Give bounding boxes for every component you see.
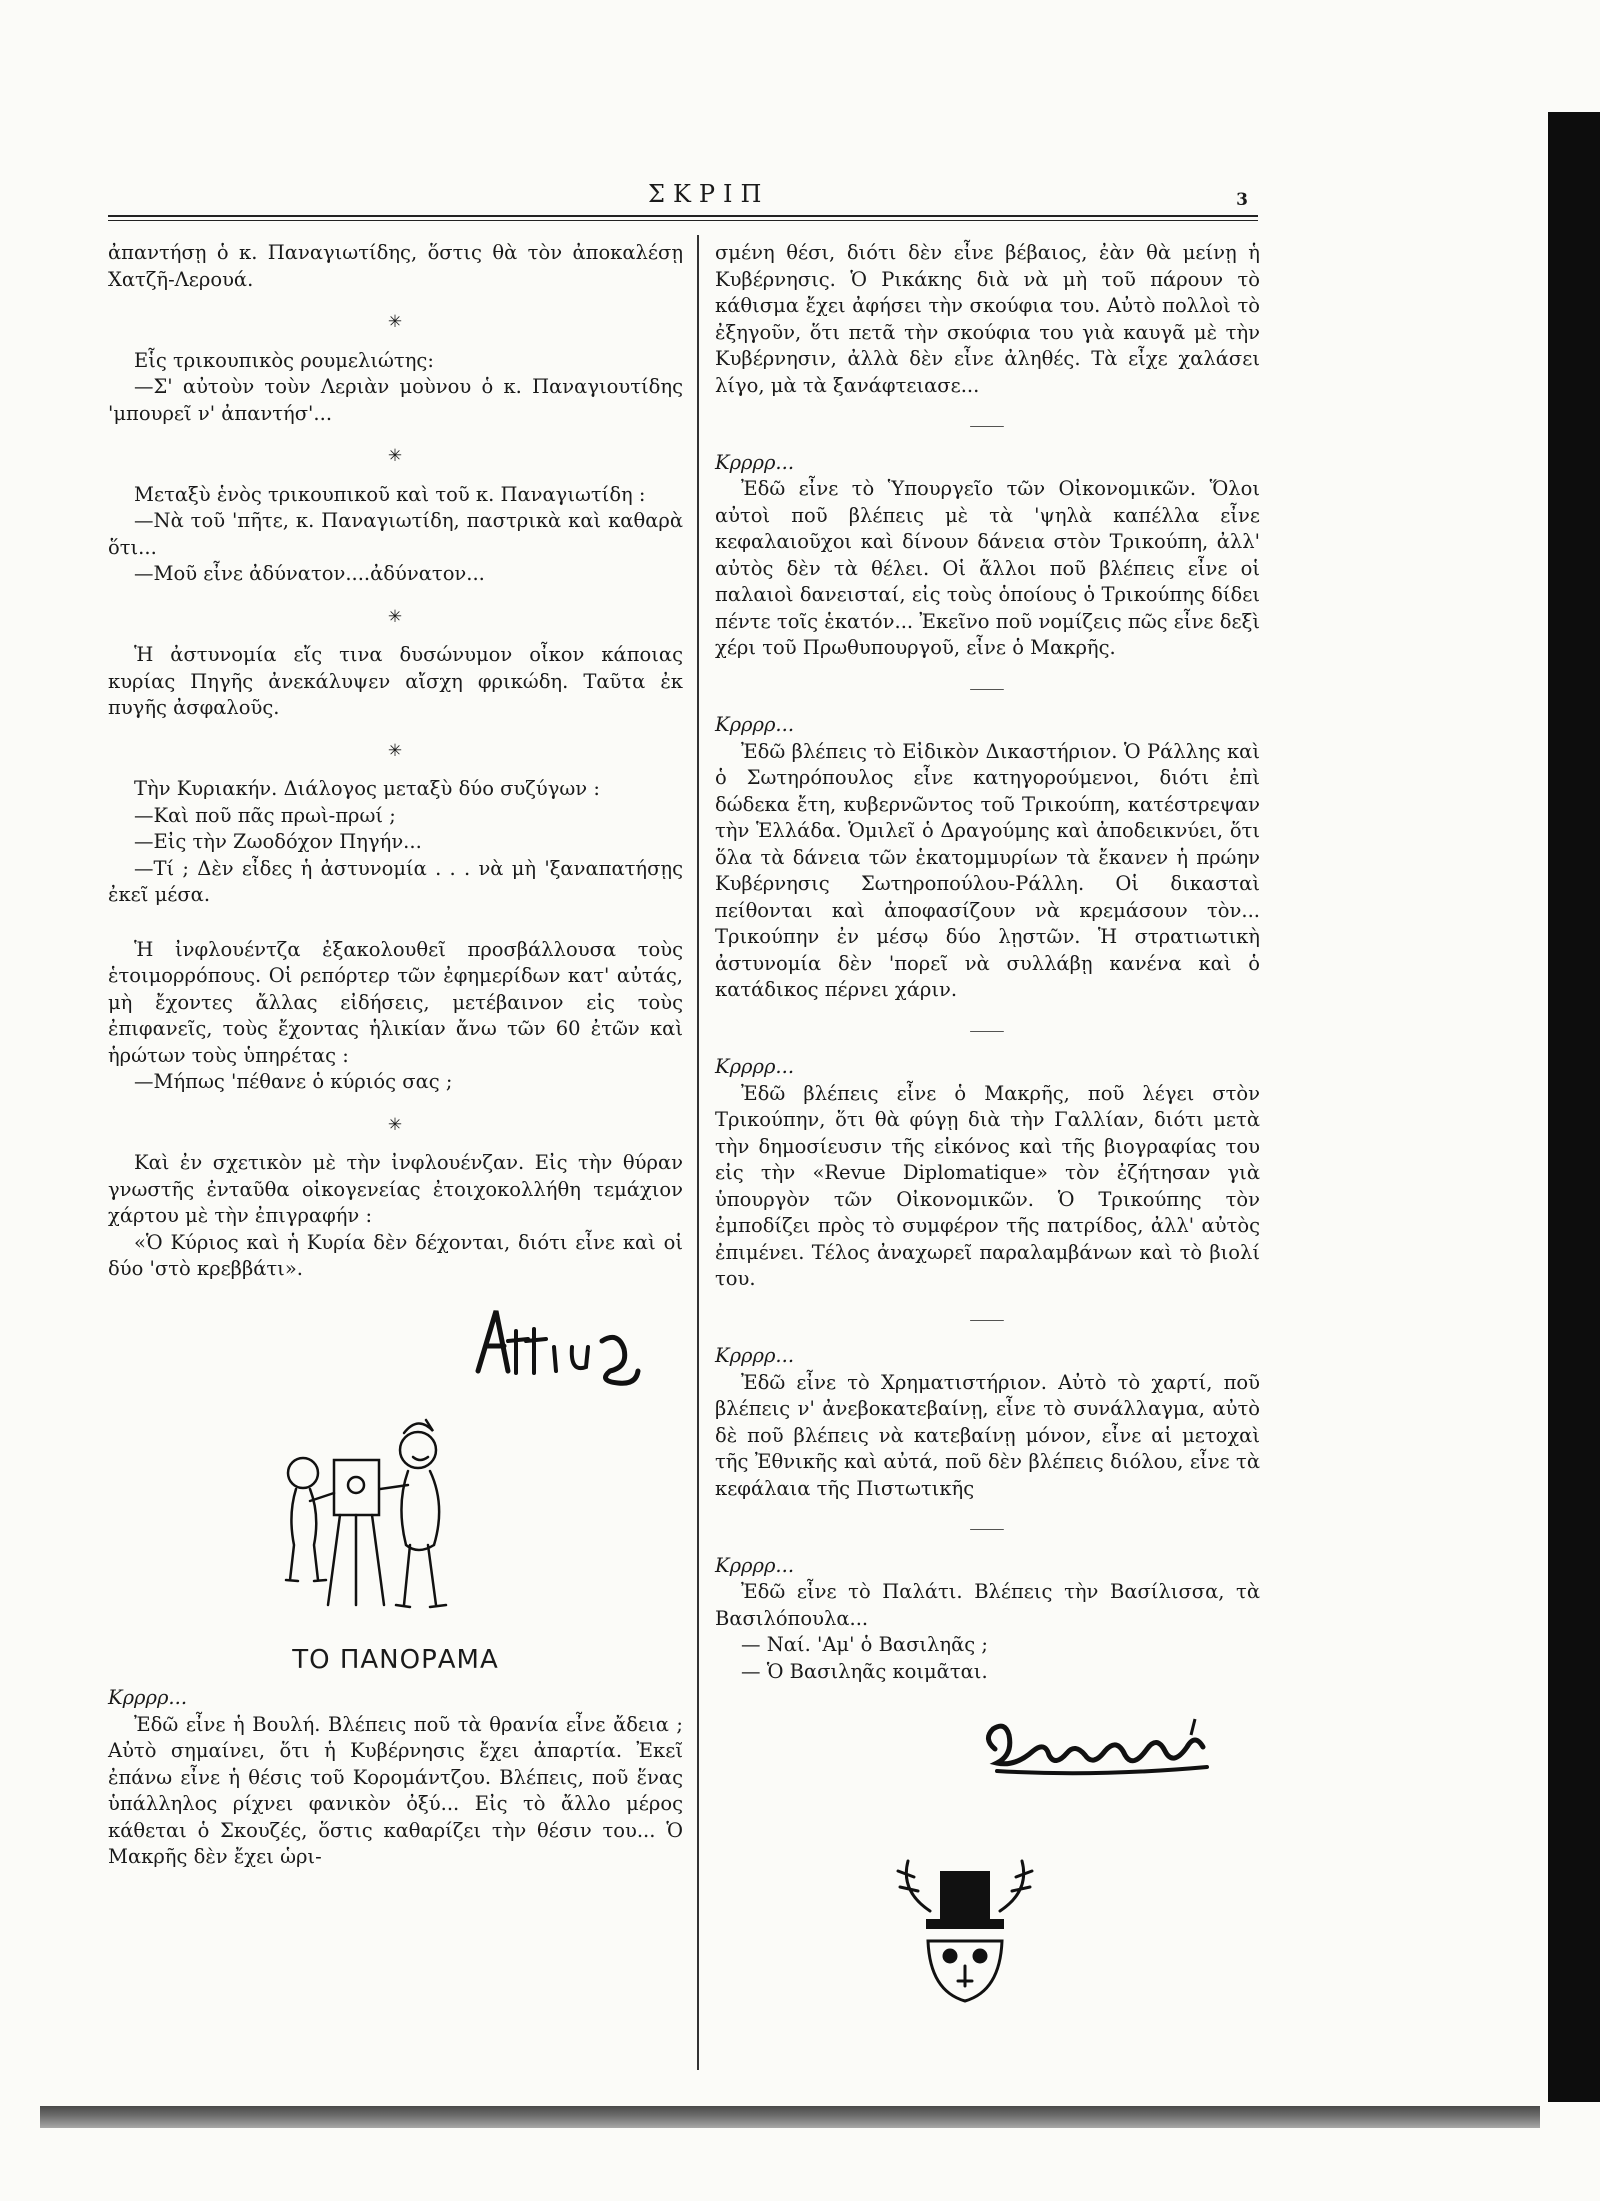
paragraph: Ἐδῶ εἶνε τὸ Ὑπουργεῖο τῶν Οἰκονομικῶν. Ὅλοι αὐτοὶ ποῦ βλέπεις μὲ τὰ 'ψηλὰ καπέλλα εἶνε κεφαλαιοῦχοι καὶ δίνουν δάνεια στὸν Τρικούπη, ἀλλ' αὐτὸς δὲν τὰ θέλει. Οἱ ἄλλοι ποῦ βλέπεις εἶνε οἱ παλαιοὶ δανεισταί, εἰς τοὺς ὁποίους ὁ Τρικούπης δίδει πέντε τοῖς ἑκατόν... Ἐκεῖνο ποῦ νομίζεις πῶς εἶνε δεξὶ χέρι τοῦ Πρωθυπουργοῦ, εἶνε ὁ Μακρῆς. [715,477,1260,659]
sound-cue: Κρρρρ... [715,1344,795,1367]
dialogue-line: —Τί ; Δὲν εἶδες ἡ ἀστυνομία . . . νὰ μὴ 'ξαναπατήσῃς ἐκεῖ μέσα. [108,856,683,906]
separator-ornament: ✳ [387,446,404,466]
dialogue-line: —Μοῦ εἶνε ἀδύνατον....ἀδύνατον... [134,562,485,585]
masthead: ΣΚΡΙΠ [648,180,770,208]
scan-bottom-smudge [40,2106,1540,2128]
cartoon-panorama-showman [258,1405,488,1635]
dialogue-line: —Καὶ ποῦ πᾶς πρωὶ-πρωί ; [134,803,396,827]
left-column [108,240,683,2080]
separator-ornament: ✳ [387,740,404,761]
sound-cue: Κρρρρ... [715,713,795,736]
dialogue-line: — Ὁ Βασιληᾶς κοιμᾶται. [741,1659,988,1683]
signature-syntaktis [975,1711,1215,1781]
separator-ornament: ⸻ [969,418,1006,434]
dialogue-line: —Σ' αὐτοὺν τοὺν Λεριὰν μοὺνου ὁ κ. Παναγιουτίδης 'μπουρεῖ ν' ἀπαντήσ'... [108,375,683,425]
paragraph: Καὶ ἐν σχετικὸν μὲ τὴν ἰνφλουένζαν. Εἰς τὴν θύραν γνωστῆς ἐνταῦθα οἰκογενείας ἐτοιχοκολλήθη τεμάχιον χάρτου μὲ τὴν ἐπιγραφήν : [108,1151,683,1227]
sound-cue: Κρρρρ... [715,1055,795,1078]
paragraph: Ἐδῶ εἶνε τὸ Χρηματιστήριον. Αὐτὸ τὸ χαρτί, ποῦ βλέπεις ν' ἀνεβοκατεβαίνῃ, εἶνε τὸ συνάλλαγμα, αὐτὸ δὲ ποῦ βλέπεις νὰ κατεβαίνῃ μόνον, εἶνε αἱ μετοχαὶ τῆς Ἐθνικῆς καὶ αὐτά, ποῦ δὲν βλέπεις διόλου, εἶνε τὰ κεφάλαια τῆς Πιστωτικῆς [715,1370,1260,1500]
quote-line: «Ὁ Κύριος καὶ ἡ Κυρία δὲν δέχονται, διότι εἶνε καὶ οἱ δύο 'στὸ κρεββάτι». [108,1230,683,1280]
paragraph: Ἐδῶ εἶνε ἡ Βουλή. Βλέπεις ποῦ τὰ θρανία εἶνε ἄδεια ; Αὐτὸ σημαίνει, ὅτι ἡ Κυβέρνησις ἔχει ἀπαρτία. Ἐκεῖ ἐπάνω εἶνε ἡ θέσις τοῦ Κορομάντζου. Βλέπεις, ποῦ ἕνας ὑπάλληλος ρίχνει φανικὸν ὀξύ... Εἰς τὸ ἄλλο μέρος κάθεται ὁ Σκουζές, ὅστις καθαρίζει τὴν θέσιν του... Ὁ Μακρῆς δὲν ἔχει ὡρι- [108,1712,683,1868]
sound-cue: Κρρρρ... [715,450,795,474]
separator-ornament: ⸻ [969,680,1006,697]
column-divider [697,235,699,2070]
goat-head-top-hat-illustration [870,1851,1060,2011]
paragraph: Ἐδῶ βλέπεις εἶνε ὁ Μακρῆς, ποῦ λέγει στὸν Τρικούπην, ὅτι θὰ φύγῃ διὰ τὴν Γαλλίαν, διότι μετὰ τὴν δημοσίευσιν τῆς εἰκόνος καὶ τῆς βιογραφίας του εἰς τὴν «Revue Diplomatique» τὸν ἐζήτησαν γιὰ ὑπουργὸν τῶν Οἰκονομικῶν. Ὁ Τρικούπης τὸν ἐμποδίζει πρὸς τὸ συμφέρον τῆς πατρίδος, ἀλλ' αὐτὸς ἐπιμένει. Τέλος ἀναχωρεῖ παραλαμβάνων καὶ τὸ βιολί του. [715,1081,1260,1290]
dialogue-line: —Μήπως 'πέθανε ὁ κύριός σας ; [134,1070,453,1093]
paragraph: Ἡ ἰνφλουέντζα ἐξακολουθεῖ προσβάλλουσα τοὺς ἑτοιμορρόπους. Οἱ ρεπόρτερ τῶν ἐφημερίδων κατ' αὐτάς, μὴ ἔχοντες ἄλλας εἰδήσεις, μετέβαινον εἰς τοὺς ἐπιφανεῖς, τοὺς ἔχοντας ἡλικίαν ἄνω τῶν 60 ἐτῶν καὶ ἡρώτων τοὺς ὑπηρέτας : [108,937,683,1067]
dialogue-line: — Ναί. 'Αμ' ὁ Βασιληᾶς ; [741,1633,988,1656]
paragraph: Μεταξὺ ἑνὸς τρικουπικοῦ καὶ τοῦ κ. Παναγιωτίδη : [134,482,646,506]
header-rule-thin [108,220,1258,221]
page-header [108,180,1258,224]
page-number: 3 [1236,190,1248,210]
dialogue-line: —Νὰ τοῦ 'πῆτε, κ. Παναγιωτίδη, παστρικὰ καὶ καθαρὰ ὅτι... [108,509,683,559]
paragraph: ἀπαντήσῃ ὁ κ. Παναγιωτίδης, ὅστις θὰ τὸν ἀποκαλέσῃ Χατζῆ-Λερουά. [108,241,683,291]
sound-cue: Κρρρρ... [715,1553,795,1577]
scan-edge-bar [1548,112,1600,2102]
paragraph: Ἡ ἀστυνομία εἴς τινα δυσώνυμον οἶκον κάποιας κυρίας Πηγῆς ἀνεκάλυψεν αἴσχη φρικώδη. Ταῦτα ἐκ πυγῆς ἀσφαλοῦς. [108,643,683,719]
separator-ornament: ⸻ [969,1521,1006,1537]
paragraph: Εἷς τρικουπικὸς ρουμελιώτης: [134,348,434,372]
signature-attikos [468,1301,648,1391]
paragraph: σμένη θέσι, διότι δὲν εἶνε βέβαιος, ἐὰν θὰ μείνῃ ἡ Κυβέρνησις. Ὁ Ρικάκης διὰ νὰ μὴ τοῦ πάρουν τὸ κάθισμα ἔχει ἀφήσει τὴν σκούφια του. Αὐτὸ πολλοὶ τὸ ἐξηγοῦν, ὅτι πετᾶ τὴν σκούφια του γιὰ καυγᾶ μὲ τὴν Κυβέρνησιν, ἀλλὰ δὲν εἶνε ἀληθές. Τὰ εἶχε χαλάσει λίγο, μὰ τὰ ξανάφτειασε... [715,241,1260,397]
right-column [715,240,1260,2080]
separator-ornament: ⸻ [969,1022,1006,1039]
paragraph: Τὴν Κυριακήν. Διάλογος μεταξὺ δύο συζύγων : [134,777,600,800]
paragraph: Ἐδῶ εἶνε τὸ Παλάτι. Βλέπεις τὴν Βασίλισσα, τὰ Βασιλόπουλα... [715,1580,1260,1630]
paragraph: Ἐδῶ βλέπεις τὸ Εἰδικὸν Δικαστήριον. Ὁ Ράλλης καὶ ὁ Σωτηρόπουλος εἶνε κατηγορούμενοι, διότι ἐπὶ δώδεκα ἔτη, κυβερνῶντος τοῦ Τρικούπη, κατέστρεψαν τὴν Ἑλλάδα. Ὁμιλεῖ ὁ Δραγούμης καὶ ἀποδεικνύει, ὅτι ὅλα τὰ δάνεια τῶν ἑκατομμυρίων τὰ ἔκανεν ἡ πρώην Κυβέρνησις Σωτηροπούλου-Ράλλη. Οἱ δικασταὶ πείθονται καὶ ἀποφασίζουν νὰ κρεμάσουν τὸν... Τρικούπην ἐν μέσῳ δύο λῃστῶν. Ἡ στρατιωτικὴ ἀστυνομία δὲν 'πορεῖ νὰ συλλάβῃ κανένα καὶ ὁ κατάδικος πέρνει χάριν. [715,739,1260,1001]
sound-cue: Κρρρρ... [108,1686,188,1709]
header-rule [108,215,1258,217]
separator-ornament: ✳ [387,1114,404,1135]
dialogue-line: —Εἰς τὴν Ζωοδόχον Πηγήν... [134,830,422,853]
section-title: ΤΟ ΠΑΝΟΡΑΜΑ [292,1644,499,1675]
separator-ornament: ✳ [387,606,404,627]
separator-ornament: ⸻ [969,1311,1006,1328]
separator-ornament: ✳ [387,312,404,332]
